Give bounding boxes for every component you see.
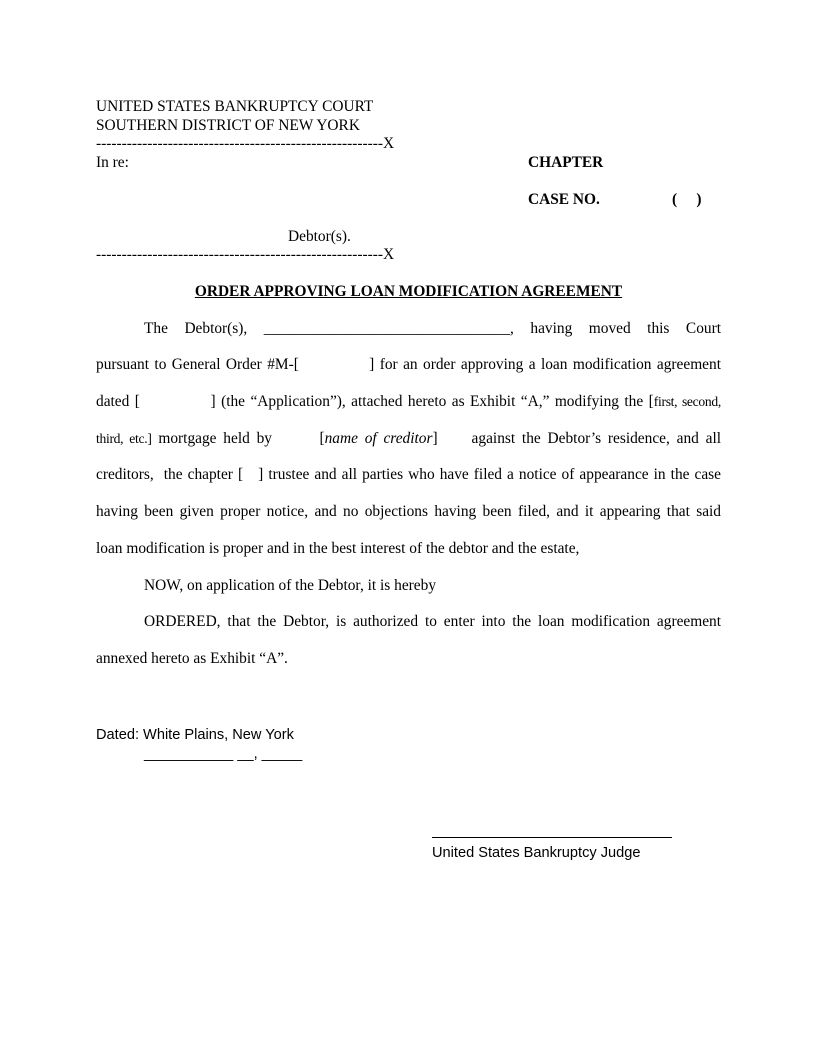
caption-divider-top: --------------------------------------------------------X [96,135,395,152]
judge-title: United States Bankruptcy Judge [432,845,641,861]
court-name: UNITED STATES BANKRUPTCY COURT [96,98,374,115]
caption-divider-bottom: --------------------------------------------------------X [96,246,395,263]
body-line: having been given proper notice, and no objections having been filed, and it appearing that said [96,503,721,520]
date-blank: ___________ __, _____ [144,746,303,762]
document-title: ORDER APPROVING LOAN MODIFICATION AGREEMENT [194,283,623,300]
body-line: The Debtor(s), ________________________________, having moved this Court [144,320,721,337]
body-line: loan modification is proper and in the best interest of the debtor and the estate, [96,540,580,557]
signature-line [432,837,672,838]
case-no-label: CASE NO. [528,191,600,208]
ordered-paragraph: ORDERED, that the Debtor, is authorized to enter into the loan modification agreement [144,613,721,630]
chapter-label: CHAPTER [528,154,604,171]
body-line: pursuant to General Order #M-[ ] for an order approving a loan modification agreement [96,356,721,373]
court-district: SOUTHERN DISTRICT OF NEW YORK [96,117,360,134]
case-no-parens: ( ) [672,191,702,208]
in-re-label: In re: [96,154,129,171]
debtor-label: Debtor(s). [288,228,351,245]
body-line: third, etc.] mortgage held by [name of creditor] against the Debtor’s residence, and all [96,430,722,447]
body-line: creditors, the chapter [ ] trustee and all parties who have filed a notice of appearance in the case [96,466,721,483]
now-paragraph: NOW, on application of the Debtor, it is hereby [144,577,437,594]
dated-line: Dated: White Plains, New York [96,727,294,743]
ordered-paragraph-end: annexed hereto as Exhibit “A”. [96,650,288,667]
body-line: dated [ ] (the “Application”), attached hereto as Exhibit “A,” modifying the [first, second, [96,393,721,410]
